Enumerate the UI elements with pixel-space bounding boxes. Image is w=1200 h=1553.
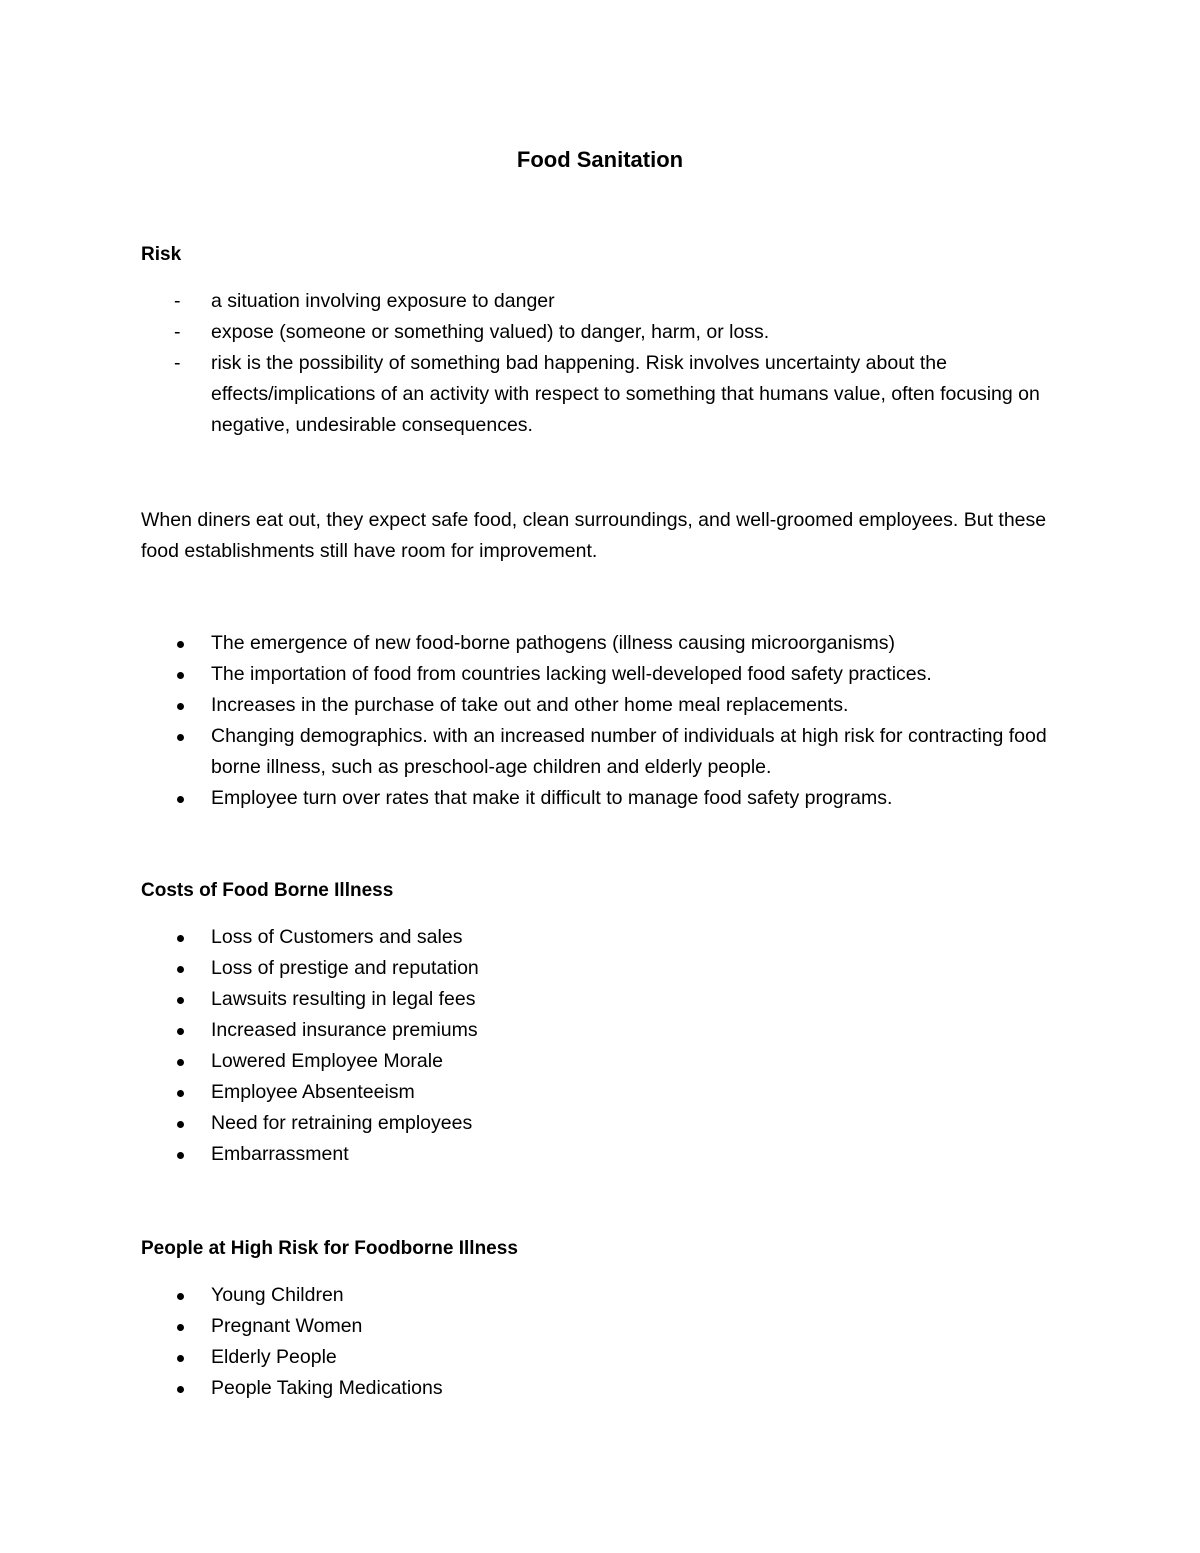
bullet-icon <box>177 734 184 741</box>
bullet-icon <box>177 1355 184 1362</box>
high-risk-item-text: Pregnant Women <box>211 1315 363 1337</box>
list-item <box>141 1373 1061 1404</box>
list-item <box>141 348 1061 441</box>
list-item <box>141 783 1061 814</box>
improvement-item-text: Changing demographics. with an increased number of individuals at high risk for contracting food borne illness, such as preschool-age children and elderly people. <box>211 725 1047 778</box>
costs-list <box>141 922 1061 1170</box>
document-title: Food Sanitation <box>516 147 684 172</box>
cost-item-text: Loss of Customers and sales <box>211 926 463 948</box>
list-item <box>141 721 1061 783</box>
dash-marker: - <box>174 352 181 374</box>
list-item <box>141 286 1061 317</box>
list-item <box>141 1046 1061 1077</box>
list-item <box>141 1311 1061 1342</box>
list-item <box>141 1139 1061 1170</box>
bullet-icon <box>177 1090 184 1097</box>
improvement-item-text: The emergence of new food-borne pathogens (illness causing microorganisms) <box>211 632 895 654</box>
list-item <box>141 659 1061 690</box>
list-item <box>141 1108 1061 1139</box>
improvement-list <box>141 628 1061 814</box>
dash-marker: - <box>174 290 181 312</box>
high-risk-item-text: People Taking Medications <box>211 1377 443 1399</box>
list-item <box>141 1280 1061 1311</box>
costs-heading: Costs of Food Borne Illness <box>141 880 394 901</box>
list-item <box>141 922 1061 953</box>
cost-item-text: Employee Absenteeism <box>211 1081 415 1103</box>
list-item <box>141 984 1061 1015</box>
diners-paragraph: When diners eat out, they expect safe food, clean surroundings, and well-groomed employees. But these food establishments still have room for improvement. <box>141 509 1047 562</box>
bullet-icon <box>177 1152 184 1159</box>
bullet-icon <box>177 1386 184 1393</box>
cost-item-text: Lowered Employee Morale <box>211 1050 443 1072</box>
risk-definition-text: a situation involving exposure to danger <box>211 290 555 312</box>
improvement-item-text: Increases in the purchase of take out and other home meal replacements. <box>211 694 849 716</box>
bullet-icon <box>177 796 184 803</box>
improvement-item-text: Employee turn over rates that make it difficult to manage food safety programs. <box>211 787 893 809</box>
bullet-icon <box>177 672 184 679</box>
bullet-icon <box>177 1293 184 1300</box>
high-risk-list <box>141 1280 1061 1404</box>
bullet-icon <box>177 1028 184 1035</box>
list-item <box>141 317 1061 348</box>
risk-definition-text: expose (someone or something valued) to danger, harm, or loss. <box>211 321 770 343</box>
risk-definition-text: risk is the possibility of something bad happening. Risk involves uncertainty about the effects/implications of an activity with respect to something that humans value, often focusing on negative, undesirable consequences. <box>211 352 1040 436</box>
list-item <box>141 1015 1061 1046</box>
cost-item-text: Increased insurance premiums <box>211 1019 478 1041</box>
cost-item-text: Need for retraining employees <box>211 1112 473 1134</box>
list-item <box>141 690 1061 721</box>
risk-definition-list <box>141 286 1061 441</box>
bullet-icon <box>177 997 184 1004</box>
bullet-icon <box>177 1324 184 1331</box>
bullet-icon <box>177 641 184 648</box>
cost-item-text: Embarrassment <box>211 1143 349 1165</box>
bullet-icon <box>177 966 184 973</box>
high-risk-item-text: Elderly People <box>211 1346 337 1368</box>
bullet-icon <box>177 1059 184 1066</box>
list-item <box>141 1077 1061 1108</box>
improvement-item-text: The importation of food from countries lacking well-developed food safety practices. <box>211 663 932 685</box>
bullet-icon <box>177 703 184 710</box>
cost-item-text: Lawsuits resulting in legal fees <box>211 988 476 1010</box>
high-risk-heading: People at High Risk for Foodborne Illness <box>141 1238 518 1259</box>
dash-marker: - <box>174 321 181 343</box>
bullet-icon <box>177 935 184 942</box>
list-item <box>141 953 1061 984</box>
risk-heading: Risk <box>141 244 182 265</box>
list-item <box>141 628 1061 659</box>
bullet-icon <box>177 1121 184 1128</box>
high-risk-item-text: Young Children <box>211 1284 344 1306</box>
list-item <box>141 1342 1061 1373</box>
cost-item-text: Loss of prestige and reputation <box>211 957 479 979</box>
